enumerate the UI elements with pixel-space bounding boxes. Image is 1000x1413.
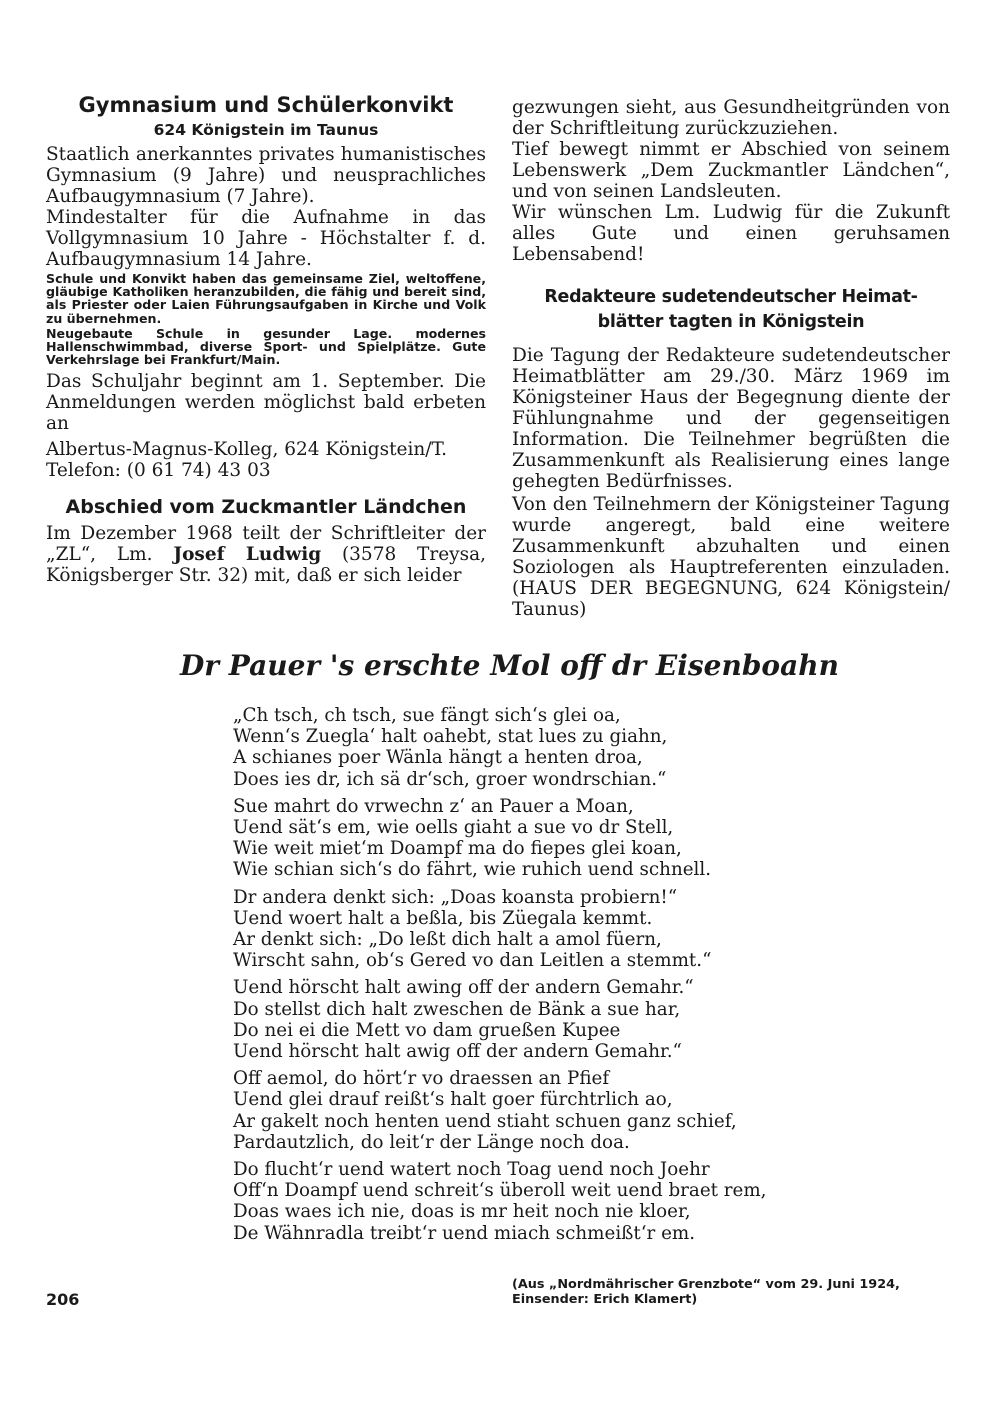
poem-line: Uend hörscht halt awig off der andern Gemahr.“ [233, 1041, 682, 1063]
abschied-continuation-1: gezwungen sieht, aus Gesundheitgründen von der Schriftleitung zurückzuziehen. [512, 97, 950, 139]
poem-credit-line-1: (Aus „Nordmährischer Grenzbote“ vom 29. Juni 1924, [512, 1277, 900, 1292]
page-number: 206 [46, 1290, 80, 1309]
poem-line: Uend hörscht halt awing off der andern Gemahr.“ [233, 977, 694, 999]
abschied-continuation-3: Wir wünschen Lm. Ludwig für die Zukunft alles Gute und einen geruhsamen Lebensabend! [512, 202, 950, 265]
gymnasium-phone: Telefon: (0 61 74) 43 03 [46, 460, 271, 482]
poem-line: A schianes poer Wänla hängt a henten droa, [233, 747, 643, 769]
poem-line: Uend glei drauf reißt‘s halt goer fürchtrlich ao, [233, 1089, 673, 1111]
poem-stanza [233, 1159, 853, 1244]
poem-line: Do nei ei die Mett vo dam grueßen Kupee [233, 1019, 621, 1041]
poem-stanza [233, 705, 853, 790]
abschied-name: Josef Ludwig [173, 544, 322, 566]
poem-line: Off‘n Doampf uend schreit‘s überoll weit uend braet rem, [233, 1180, 767, 1202]
poem-line: Sue mahrt do vrwechn z‘ an Pauer a Moan, [233, 795, 634, 817]
poem-stanza [233, 1068, 853, 1153]
poem-line: Do stellst dich halt zweschen de Bänk a sue har, [233, 998, 681, 1020]
gymnasium-small-text-1: Schule und Konvikt haben das gemeinsame Ziel, weltoffene, gläubige Katholiken heranzubilden, die fähig und bereit sind, als Priester oder Laien Führungsaufgaben in Kirche und Volk zu übernehmen. [46, 271, 486, 326]
poem-line: Uend woert halt a beßla, bis Züegala kemmt. [233, 907, 653, 929]
poem-credit-line-2: Einsender: Erich Klamert) [512, 1292, 698, 1307]
poem-line: Wie weit miet‘m Doampf ma do fiepes glei koan, [233, 838, 682, 860]
poem-line: Uend sät‘s em, wie oells giaht a sue vo dr Stell, [233, 817, 674, 839]
poem-line: Dr andera denkt sich: „Doas koansta probiern!“ [233, 886, 678, 908]
gymnasium-paragraph-3: Das Schuljahr beginnt am 1. September. Die Anmeldungen werden möglichst bald erbeten an [46, 371, 486, 435]
poem-line: De Wähnradla treibt‘r uend miach schmeißt‘r em. [233, 1222, 696, 1244]
poem-line: Off aemol, do hört‘r vo draessen an Pfief [233, 1068, 610, 1090]
gymnasium-small-text-2: Neugebaute Schule in gesunder Lage. modernes Hallenschwimmbad, diverse Sport- und Spielplätze. Gute Verkehrslage bei Frankfurt/Main. [46, 325, 486, 368]
redakteure-heading [512, 285, 950, 335]
poem-stanza [233, 977, 853, 1062]
poem-stanza [233, 796, 853, 881]
poem-body [233, 705, 853, 1250]
poem-line: Do flucht‘r uend watert noch Toag uend noch Joehr [233, 1159, 710, 1181]
poem-line: Wirscht sahn, ob‘s Gered vo dan Leitlen a stemmt.“ [233, 950, 712, 972]
poem-line: Pardautzlich, do leit‘r der Länge noch doa. [233, 1131, 630, 1153]
poem-title: Dr Pauer 's erschte Mol off dr Eisenboahn [180, 649, 839, 682]
poem-line: „Ch tsch, ch tsch, sue fängt sich‘s glei oa, [233, 705, 621, 726]
abschied-text-a: Im Dezember 1968 teilt der Schriftleiter der „ZL“, Lm. [46, 523, 486, 566]
abschied-continuation-2: Tief bewegt nimmt er Abschied von seinem Lebenswerk „Dem Zuckmantler Ländchen“, und von seinen Landsleuten. [512, 139, 950, 202]
gymnasium-paragraph-1: Staatlich anerkanntes privates humanistisches Gymnasium (9 Jahre) und neusprachliches Aufbaugymnasium (7 Jahre). [46, 144, 486, 207]
poem-credit [512, 1277, 952, 1307]
redakteure-paragraph-1: Die Tagung der Redakteure sudetendeutscher Heimatblätter am 29./30. März 1969 im Königsteiner Haus der Begegnung diente der Fühlungnahme und der gegenseitigen Information. Die Teilnehmer begrüßten die Zusammenkunft als Realisierung eines lange gehegten Bedürfnisses. [512, 345, 950, 492]
gymnasium-paragraph-2: Mindestalter für die Aufnahme in das Vollgymnasium 10 Jahre - Höchstalter f. d. Aufbaugymnasium 14 Jahre. [46, 207, 486, 270]
gymnasium-address: Albertus-Magnus-Kolleg, 624 Königstein/T. [46, 439, 448, 461]
poem-line: Wie schian sich‘s do fährt, wie ruhich uend schnell. [233, 859, 712, 881]
abschied-paragraph [46, 523, 486, 586]
abschied-heading: Abschied vom Zuckmantler Ländchen [65, 496, 467, 519]
abschied-text-b: (3578 Treysa, Königsberger Str. 32) mit, daß er sich leider [46, 544, 486, 587]
gymnasium-location: 624 Königstein im Taunus [153, 121, 379, 139]
poem-line: Doas waes ich nie, doas is mr heit noch nie kloer, [233, 1201, 691, 1223]
gymnasium-heading: Gymnasium und Schülerkonvikt [78, 93, 454, 117]
poem-line: Ar gakelt noch henten uend stiaht schuen ganz schief, [233, 1110, 737, 1132]
poem-stanza [233, 887, 853, 972]
redakteure-paragraph-2: Von den Teilnehmern der Königsteiner Tagung wurde angeregt, bald eine weitere Zusammenkunft abzuhalten und einen Soziologen als Hauptreferenten einzuladen. (HAUS DER BEGEGNUNG, 624 Königstein/ Taunus) [512, 494, 950, 620]
redakteure-heading-line-2: blätter tagten in Königstein [597, 312, 865, 332]
redakteure-heading-line-1: Redakteure sudetendeutscher Heimat- [544, 287, 918, 307]
poem-line: Does ies dr, ich sä dr‘sch, groer wondrschian.“ [233, 768, 667, 790]
poem-line: Wenn‘s Zuegla‘ halt oahebt, stat lues zu giahn, [233, 726, 668, 748]
left-column [46, 92, 486, 586]
right-column [512, 97, 950, 620]
poem-line: Ar denkt sich: „Do leßt dich halt a amol füern, [233, 929, 662, 951]
